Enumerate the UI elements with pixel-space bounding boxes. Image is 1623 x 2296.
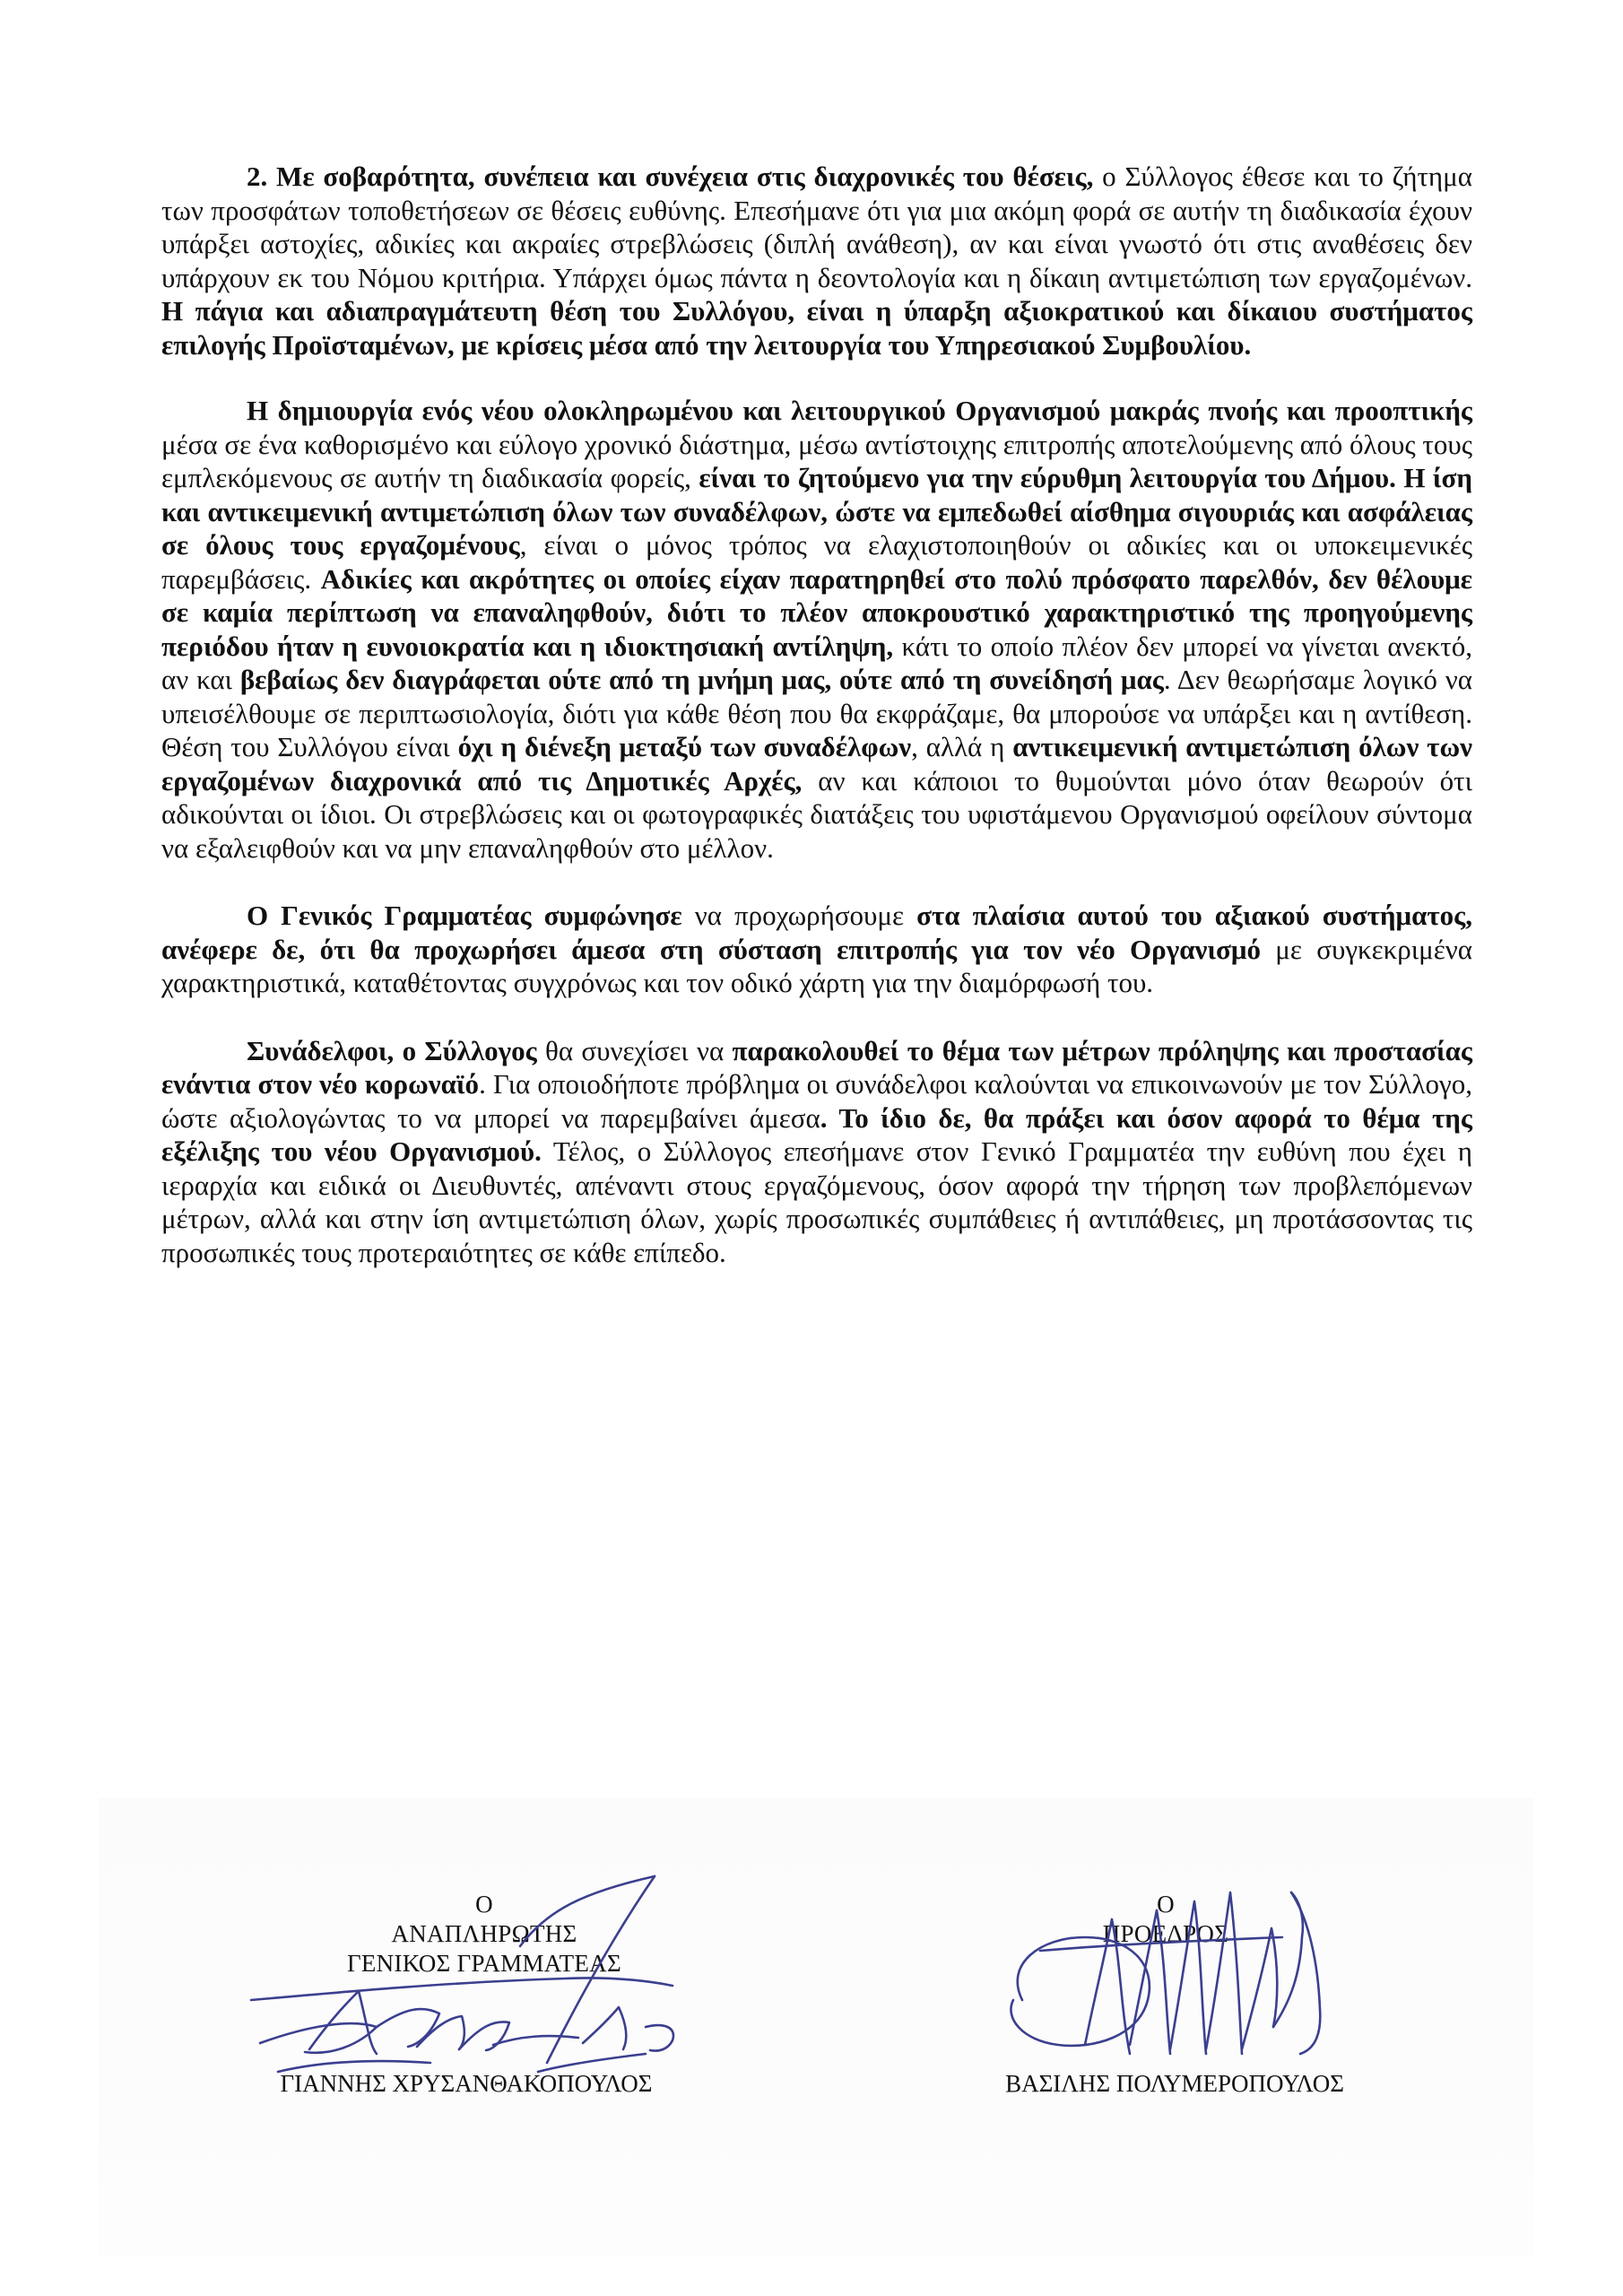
- text-run: Ο Γενικός Γραμματέας συμφώνησε: [247, 900, 682, 931]
- document-body: [161, 160, 1472, 1301]
- text-run: Η πάγια και αδιαπραγμάτευτη θέση του Συλλόγου, είναι η ύπαρξη αξιοκρατικού και δίκαιου συστήματος επιλογής Προϊσταμένων, με κρίσεις μέσα από την λειτουργία του Υπηρεσιακού Συμβουλίου.: [161, 295, 1472, 361]
- text-run: μέσα σε ένα καθορισμένο και εύλογο χρονικό διάστημα, μέσω αντίστοιχης επιτροπής αποτελούμενης από όλους τους εμπλεκόμενους σε αυτήν τη διαδικασία φορείς,: [161, 428, 1472, 493]
- text-run: . Για οποιοδήποτε πρόβλημα οι συνάδελφοι καλούνται να επικοινωνούν με τον Σύλλογο, ώστε αξιολογώντας το να μπορεί να παρεμβαίνει άμεσα: [161, 1068, 1472, 1134]
- text-run: . Το ίδιο δε, θα πράξει και όσον αφορά το θέμα της εξέλιξης του νέου Οργανισμού.: [161, 1101, 1472, 1167]
- signatory-right-article: Ο: [1157, 1891, 1175, 1918]
- text-run: είναι το ζητούμενο για την εύρυθμη λειτουργία του Δήμου. Η ίση και αντικειμενική αντιμετώπιση όλων των συναδέλφων, ώστε να εμπεδωθεί αίσθημα σιγουριάς και ασφάλειας σε όλους τους εργαζομένους: [161, 462, 1472, 561]
- text-run: θα συνεχίσει να: [536, 1034, 733, 1066]
- text-run: , είναι ο μόνος τρόπος να ελαχιστοποιηθούν οι αδικίες και οι υποκειμενικές παρεμβάσεις.: [161, 529, 1472, 595]
- signatory-left-title-line1: ΑΝΑΠΛΗΡΩΤΗΣ: [391, 1920, 577, 1947]
- text-run: . Δεν θεωρήσαμε λογικό να υπεισέλθουμε σε περιπτωσιολογία, διότι για κάθε θέση που θα εκφράζαμε, θα μπορούσε να υπάρξει και η αντίθεση. Θέση του Συλλόγου είναι: [161, 664, 1472, 762]
- text-run: Συνάδελφοι, ο Σύλλογος: [247, 1034, 537, 1066]
- text-run: να προχωρήσουμε: [681, 900, 917, 931]
- text-run: 2. Με σοβαρότητα, συνέπεια και συνέχεια στις διαχρονικές του θέσεις,: [247, 161, 1094, 192]
- text-run: παρακολουθεί το θέμα των μέτρων πρόληψης και προστασίας ενάντια στον νέο κορωναϊό: [161, 1034, 1472, 1100]
- paragraph-new-organization: [161, 394, 1472, 865]
- signatory-right-title-line1: ΠΡΟΕΔΡΟΣ: [1102, 1920, 1229, 1947]
- paragraph-covid-measures: [161, 1034, 1472, 1270]
- text-run: Η δημιουργία ενός νέου ολοκληρωμένου και λειτουργικού Οργανισμού μακράς πνοής και προοπτικής: [247, 395, 1472, 426]
- text-run: , αλλά η: [911, 731, 1013, 762]
- signatory-left-title-line2: ΓΕΝΙΚΟΣ ΓΡΑΜΜΑΤΕΑΣ: [346, 1950, 621, 1977]
- signature-right-handwritten: [986, 1866, 1363, 2090]
- text-run: αντικειμενική αντιμετώπιση όλων των εργαζομένων διαχρονικά από τις Δημοτικές Αρχές,: [161, 731, 1472, 796]
- text-run: στα πλαίσια αυτού του αξιακού συστήματος, ανέφερε δε, ότι θα προχωρήσει άμεσα στη σύσταση επιτροπής για τον νέο Οργανισμό: [161, 900, 1472, 965]
- signatory-left-article: Ο: [475, 1891, 493, 1918]
- text-run: κάτι το οποίο πλέον δεν μπορεί να γίνεται ανεκτό, αν και: [161, 630, 1472, 695]
- text-run: βεβαίως δεν διαγράφεται ούτε από τη μνήμη μας, ούτε από τη συνείδησή μας: [239, 664, 1164, 695]
- paragraph-tenure-positions: [161, 160, 1472, 361]
- text-run: Αδικίες και ακρότητες οι οποίες είχαν παρατηρηθεί στο πολύ πρόσφατο παρελθόν, δεν θέλουμε σε καμία περίπτωση να επαναληφθούν, διότι το πλέον αποκρουστικό χαρακτηριστικό της προηγούμενης περιόδου ήταν η ευνοιοκρατία και η ιδιοκτησιακή αντίληψη,: [161, 562, 1472, 662]
- signatory-left-name: ΓΙΑΝΝΗΣ ΧΡΥΣΑΝΘΑΚΟΠΟΥΛΟΣ: [280, 2070, 653, 2097]
- signature-left-handwritten: [224, 1892, 726, 2099]
- text-run: όχι η διένεξη μεταξύ των συναδέλφων: [457, 731, 912, 762]
- signatory-right-name: ΒΑΣΙΛΗΣ ΠΟΛΥΜΕΡΟΠΟΥΛΟΣ: [1005, 2070, 1344, 2097]
- paragraph-general-secretary-agreement: [161, 899, 1472, 1000]
- text-run: αν και κάποιοι το θυμούνται μόνο όταν θεωρούν ότι αδικούνται οι ίδιοι. Οι στρεβλώσεις και οι φωτογραφικές διατάξεις του υφιστάμενου Οργανισμού οφείλουν σύντομα να εξαλειφθούν και να μην επαναληφθούν στο μέλλον.: [161, 764, 1472, 864]
- text-run: με συγκεκριμένα χαρακτηριστικά, καταθέτοντας συγχρόνως και τον οδικό χάρτη για την διαμόρφωσή του.: [161, 933, 1473, 998]
- text-run: ο Σύλλογος έθεσε και το ζήτημα των προσφάτων τοποθετήσεων σε θέσεις ευθύνης. Επεσήμανε ότι για μια ακόμη φορά σε αυτήν τη διαδικασία έχουν υπάρξει αστοχίες, αδικίες και ακραίες στρεβλώσεις (διπλή ανάθεση), αν και είναι γνωστό ότι στις αναθέσεις δεν υπάρχουν εκ του Νόμου κριτήρια. Υπάρχει όμως πάντα η δεοντολογία και η δίκαιη αντιμετώπιση των εργαζομένων.: [161, 161, 1473, 293]
- text-run: Τέλος, ο Σύλλογος επεσήμανε στον Γενικό Γραμματέα την ευθύνη που έχει η ιεραρχία και ειδικά οι Διευθυντές, απέναντι στους εργαζόμενους, όσον αφορά την τήρηση των προβλεπόμενων μέτρων, αλλά και στην ίση αντιμετώπιση όλων, χωρίς προσωπικές συμπάθειες ή αντιπάθειες, μη προτάσσοντας τις προσωπικές τους προτεραιότητες σε κάθε επίπεδο.: [161, 1135, 1472, 1268]
